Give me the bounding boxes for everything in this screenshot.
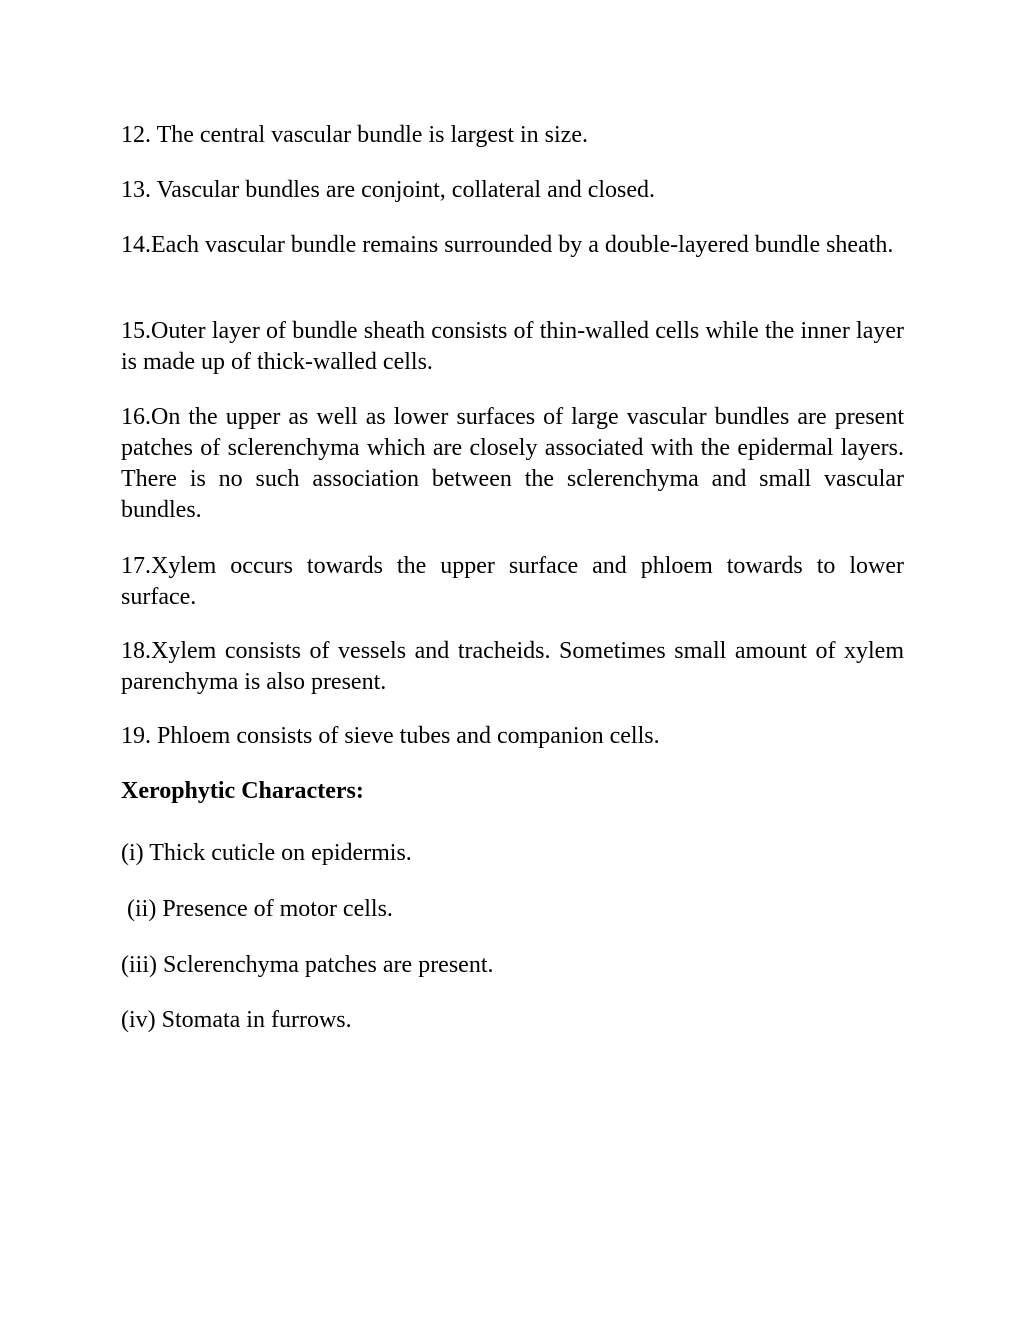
point-19: 19. Phloem consists of sieve tubes and companion cells. [121, 723, 660, 749]
character-iii: (iii) Sclerenchyma patches are present. [121, 952, 494, 978]
point-18: 18.Xylem consists of vessels and tracheids. Sometimes small amount of xylem parenchyma is also present. [121, 638, 904, 695]
character-iv: (iv) Stomata in furrows. [121, 1007, 352, 1033]
point-14: 14.Each vascular bundle remains surrounded by a double-layered bundle sheath. [121, 232, 894, 258]
character-ii: (ii) Presence of motor cells. [121, 896, 393, 922]
section-heading: Xerophytic Characters: [121, 778, 364, 804]
point-13: 13. Vascular bundles are conjoint, collateral and closed. [121, 177, 656, 203]
point-12: 12. The central vascular bundle is largest in size. [121, 122, 588, 148]
point-16: 16.On the upper as well as lower surfaces of large vascular bundles are present patches of sclerenchyma which are closely associated with the epidermal layers. There is no such association between the sclerenchyma and small vascular bundles. [121, 404, 904, 523]
point-15: 15.Outer layer of bundle sheath consists of thin-walled cells while the inner layer is made up of thick-walled cells. [121, 318, 904, 375]
character-i: (i) Thick cuticle on epidermis. [121, 840, 412, 866]
point-17: 17.Xylem occurs towards the upper surface and phloem towards to lower surface. [121, 553, 904, 610]
